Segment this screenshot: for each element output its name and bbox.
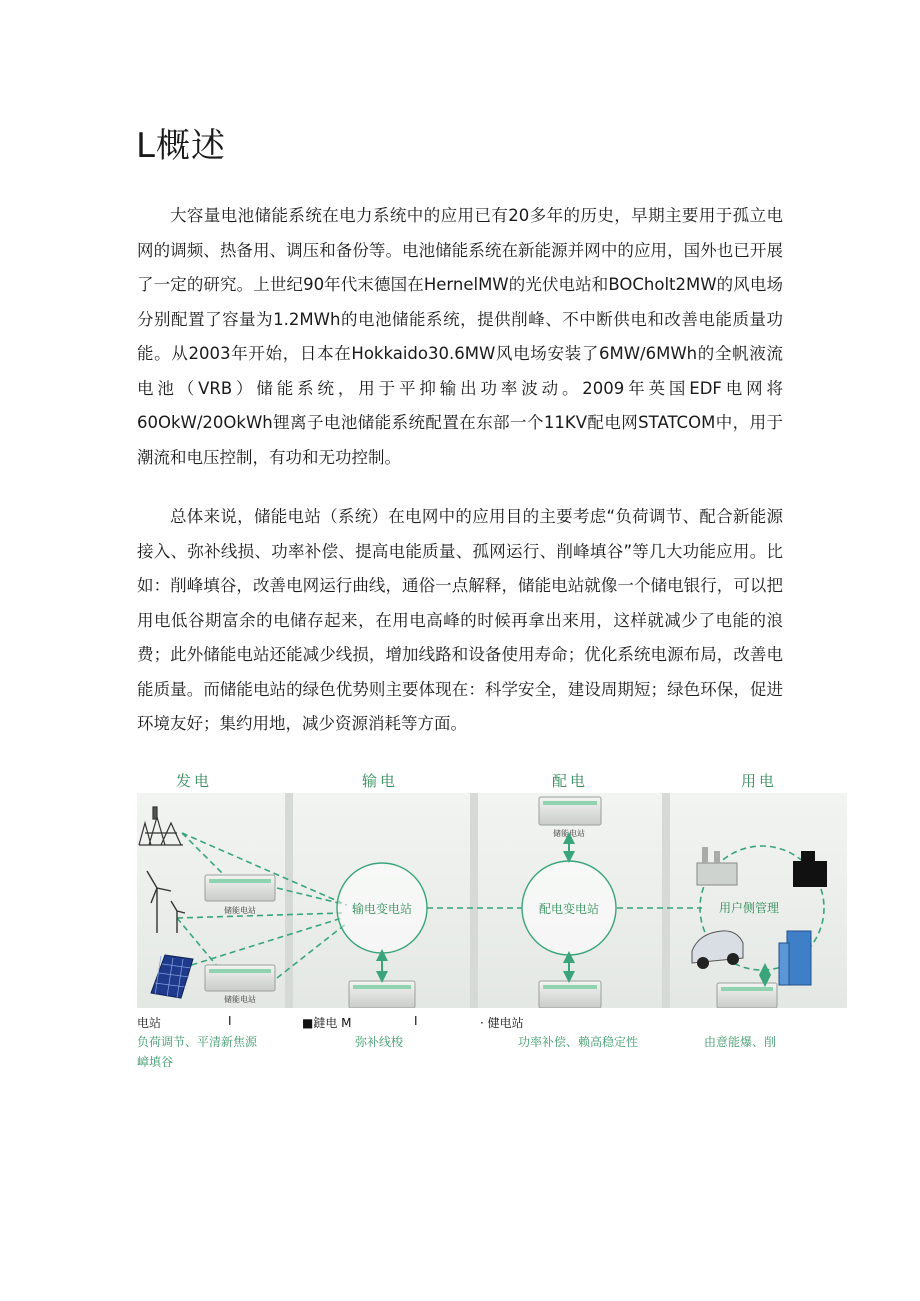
storage-unit-distribution-bottom <box>539 981 601 1008</box>
caption-row2-consumption: 由意能爆、削 <box>704 1035 777 1049</box>
svg-text:储能电站: 储能电站 <box>553 829 585 838</box>
caption-row2-generation: 负荷调节、平清新焦源 <box>137 1035 258 1049</box>
caption-row1-distribution: · 健电站 <box>480 1016 524 1030</box>
caption-row1-station: 电站 <box>137 1016 162 1030</box>
stage-label-consumption: 用电 <box>741 772 778 790</box>
paragraph-history: 大容量电池储能系统在电力系统中的应用已有20多年的历史，早期主要用于孤立电网的调频、热备用、调压和备份等。电池储能系统在新能源并网中的应用，国外也已开展了一定的研究。上世纪90年代末德国在HernelMW的光伏电站和BOCholt2MW的风电场分别配置了容量为1.2MWh的电池储能系统，提供削峰、不中断供电和改善电能质量功能。从2003年开始，日本在Hokkaido30.6MW风电场安装了6MW∕6MWh的全帆液流电池（VRB）储能系统，用于平抑输出功率波动。2009年英国EDF电网将60OkW/20OkWh锂离子电池储能系统配置在东部一个11KV配电网STATCOM中，用于潮流和电压控制，有功和无功控制。 <box>137 206 783 467</box>
stage-label-transmission: 输电 <box>362 772 399 790</box>
caption-row1-sep1: I <box>228 1014 232 1028</box>
svg-text:储能电站: 储能电站 <box>224 995 256 1004</box>
stage-label-distribution: 配电 <box>552 772 589 790</box>
caption-row1-sep2: I <box>414 1014 418 1028</box>
svg-text:储能电站: 储能电站 <box>224 906 256 915</box>
stage-label-generation: 发电 <box>176 772 213 790</box>
storage-unit-transmission <box>349 981 415 1008</box>
storage-unit-user <box>717 983 777 1008</box>
paragraph-functions: 总体来说，储能电站（系统）在电网中的应用目的主要考虑“负荷调节、配合新能源接入、弥补线损、功率补偿、提高电能质量、孤网运行、削峰填谷”等几大功能应用。比如：削峰填谷，改善电网运行曲线，通俗一点解释，储能电站就像一个储电银行，可以把用电低谷期富余的电储存起来，在用电高峰的时候再拿出来用，这样就减少了电能的浪费；此外储能电站还能减少线损，增加线路和设备使用寿命；优化系统电源布局，改善电能质量。而储能电站的绿色优势则主要体现在：科学安全，建设周期短；绿色环保，促进环境友好；集约用地，减少资源消耗等方面。 <box>137 507 783 733</box>
section-heading: L概述 <box>136 126 226 166</box>
caption-row2-distribution: 功率补偿、赖高稳定性 <box>518 1035 639 1049</box>
transmission-substation-label: 输电变电站 <box>351 902 413 916</box>
transmission-substation-node <box>337 863 427 953</box>
distribution-substation-node <box>522 861 616 955</box>
storage-application-diagram <box>137 793 847 1008</box>
user-side-management-label: 用户侧管理 <box>718 901 780 915</box>
distribution-substation-label: 配电变电站 <box>538 902 600 916</box>
caption-row3-generation: 嶂填谷 <box>137 1055 174 1069</box>
caption-row1-transmission: ■鐽电 M <box>302 1016 352 1030</box>
caption-row2-transmission: 弥补线梭 <box>355 1035 404 1049</box>
